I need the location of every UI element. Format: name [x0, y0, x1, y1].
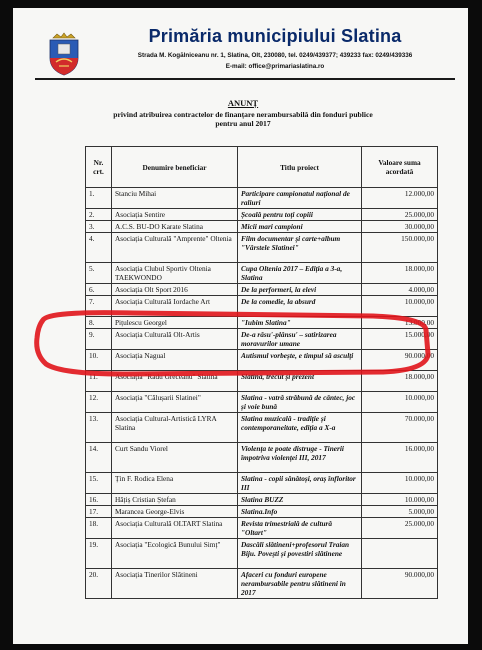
cell-project-title: Participare campionatul național de raliuri	[238, 188, 362, 209]
cell-project-title: De la comedie, la absurd	[238, 296, 362, 317]
cell-project-title: Școală pentru toți copiii	[238, 209, 362, 221]
table-row	[86, 518, 438, 539]
table-row	[86, 443, 438, 473]
cell-project-title: Slatina BUZZ	[238, 494, 362, 506]
table-row	[86, 473, 438, 494]
table-row	[86, 371, 438, 392]
institution-email: E-mail: office@primariaslatina.ro	[225, 63, 325, 70]
cell-beneficiary: Hâțiș Cristian Ștefan	[112, 494, 238, 506]
cell-nr: 5.	[86, 263, 112, 284]
table-row	[86, 494, 438, 506]
cell-project-title: Slatina - vatră străbună de cântec, joc și voie bună	[238, 392, 362, 413]
cell-beneficiary: Asociația Clubul Sportiv Oltenia TAEKWONDO	[112, 263, 238, 284]
cell-project-title: Film documentar și carte+album "Vârstele Slatinei"	[238, 233, 362, 263]
cell-beneficiary: Pițulescu Georgel	[112, 317, 238, 329]
cell-amount: 90.000,00	[362, 350, 438, 371]
cell-amount: 70.000,00	[362, 413, 438, 443]
cell-project-title: Dascăli slătineni+profesorul Traian Biju. Povești și povestiri slătinene	[238, 539, 362, 569]
cell-beneficiary: A.C.S. BU-DO Karate Slatina	[112, 221, 238, 233]
cell-nr: 17.	[86, 506, 112, 518]
cell-nr: 7.	[86, 296, 112, 317]
cell-project-title: De la performeri, la elevi	[238, 284, 362, 296]
cell-amount: 10.000,00	[362, 392, 438, 413]
cell-project-title: Afaceri cu fonduri europene nerambursabile pentru slătineni în 2017	[238, 569, 362, 599]
cell-amount: 18.000,00	[362, 371, 438, 392]
cell-beneficiary: Asociația Olt Sport 2016	[112, 284, 238, 296]
announcement-subtitle-line1: privind atribuirea contractelor de finanțare nerambursabilă din fonduri publice	[113, 110, 373, 119]
cell-nr: 8.	[86, 317, 112, 329]
cell-nr: 12.	[86, 392, 112, 413]
cell-beneficiary: Asociația Culturală Olt-Artis	[112, 329, 238, 350]
cell-nr: 3.	[86, 221, 112, 233]
cell-nr: 16.	[86, 494, 112, 506]
table-row	[86, 233, 438, 263]
cell-nr: 19.	[86, 539, 112, 569]
cell-project-title: "Iubim Slatina"	[238, 317, 362, 329]
table-row	[86, 263, 438, 284]
cell-beneficiary: Asociația Cultural-Artistică LYRA Slatina	[112, 413, 238, 443]
cell-amount: 12.000,00	[362, 188, 438, 209]
cell-project-title: Autismul vorbește, e timpul să asculți	[238, 350, 362, 371]
cell-nr: 2.	[86, 209, 112, 221]
cell-amount: 16.000,00	[362, 443, 438, 473]
cell-amount: 25.000,00	[362, 209, 438, 221]
cell-project-title: Micii mari campioni	[238, 221, 362, 233]
cell-amount: 150.000,00	[362, 233, 438, 263]
cell-project-title: Slatina.Info	[238, 506, 362, 518]
cell-nr: 20.	[86, 569, 112, 599]
cell-nr: 6.	[86, 284, 112, 296]
cell-beneficiary: Asociația Nagual	[112, 350, 238, 371]
table-row	[86, 539, 438, 569]
table-row	[86, 350, 438, 371]
cell-beneficiary: Curt Sandu Viorel	[112, 443, 238, 473]
cell-project-title: Violența te poate distruge - Tinerii împotriva violenței III, 2017	[238, 443, 362, 473]
table-header-row	[86, 147, 438, 188]
cell-project-title: Cupa Oltenia 2017 – Ediția a 3-a, Slatina	[238, 263, 362, 284]
header-project-title: Titlu proiect	[238, 147, 362, 188]
cell-nr: 15.	[86, 473, 112, 494]
cell-amount: 90.000,00	[362, 569, 438, 599]
cell-beneficiary: Asociația Culturală "Amprente" Oltenia	[112, 233, 238, 263]
coat-of-arms-icon	[47, 32, 81, 76]
table-row	[86, 209, 438, 221]
table-row	[86, 569, 438, 599]
announcement-subtitle-line2: pentru anul 2017	[215, 119, 271, 128]
cell-amount: 15.000,00	[362, 329, 438, 350]
cell-nr: 13.	[86, 413, 112, 443]
table-row	[86, 413, 438, 443]
cell-project-title: De-a râsu'-plânsu' – satirizarea moravurilor umane	[238, 329, 362, 350]
table-row	[86, 188, 438, 209]
cell-amount: 30.000,00	[362, 221, 438, 233]
cell-amount: 10.000,00	[362, 494, 438, 506]
institution-address: Strada M. Kogălniceanu nr. 1, Slatina, Olt, 230080, tel. 0249/439377; 439233 fax: 0249/439336	[137, 52, 413, 59]
table-row	[86, 296, 438, 317]
table-row	[86, 392, 438, 413]
header-divider	[35, 78, 455, 80]
header-nr: Nr. crt.	[86, 147, 112, 188]
cell-amount: 18.000,00	[362, 263, 438, 284]
table-row	[86, 284, 438, 296]
grants-table	[85, 146, 438, 599]
cell-beneficiary: Asociația "Ecologică Bunului Simț"	[112, 539, 238, 569]
cell-beneficiary: Asociația "Radu Greceanu" Slatina	[112, 371, 238, 392]
cell-beneficiary: Marancea George-Elvis	[112, 506, 238, 518]
cell-amount: 4.000,00	[362, 284, 438, 296]
cell-amount	[362, 539, 438, 569]
cell-project-title: Slatina muzicală - tradiție și contemporaneitate, ediția a X-a	[238, 413, 362, 443]
document-page	[13, 8, 468, 644]
cell-amount: 10.000,00	[362, 296, 438, 317]
table-row	[86, 329, 438, 350]
cell-amount: 13.000,00	[362, 317, 438, 329]
cell-nr: 11.	[86, 371, 112, 392]
cell-beneficiary: Asociația Tinerilor Slătineni	[112, 569, 238, 599]
cell-beneficiary: Stanciu Mihai	[112, 188, 238, 209]
cell-nr: 10.	[86, 350, 112, 371]
cell-project-title: Slatina - copii sănătoși, oraș înfloritor III	[238, 473, 362, 494]
announcement-title: ANUNȚ	[227, 98, 259, 108]
table-row	[86, 221, 438, 233]
cell-project-title: Revista trimestrială de cultură "Oltart"	[238, 518, 362, 539]
table-row	[86, 506, 438, 518]
cell-nr: 9.	[86, 329, 112, 350]
cell-amount: 25.000,00	[362, 518, 438, 539]
cell-nr: 18.	[86, 518, 112, 539]
cell-beneficiary: Asociația Culturală Iordache Art	[112, 296, 238, 317]
cell-nr: 1.	[86, 188, 112, 209]
cell-beneficiary: Asociația "Călușarii Slatinei"	[112, 392, 238, 413]
header-beneficiary: Denumire beneficiar	[112, 147, 238, 188]
cell-amount: 5.000,00	[362, 506, 438, 518]
cell-beneficiary: Țin F. Rodica Elena	[112, 473, 238, 494]
cell-amount: 10.000,00	[362, 473, 438, 494]
cell-nr: 14.	[86, 443, 112, 473]
cell-beneficiary: Asociația Culturală OLTART Slatina	[112, 518, 238, 539]
grants-table-container	[85, 146, 437, 599]
table-row	[86, 317, 438, 329]
header-amount: Valoare suma acordată	[362, 147, 438, 188]
cell-project-title: Slatina, trecut și prezent	[238, 371, 362, 392]
cell-nr: 4.	[86, 233, 112, 263]
cell-beneficiary: Asociația Sentire	[112, 209, 238, 221]
institution-title: Primăria municipiului Slatina	[148, 26, 402, 46]
